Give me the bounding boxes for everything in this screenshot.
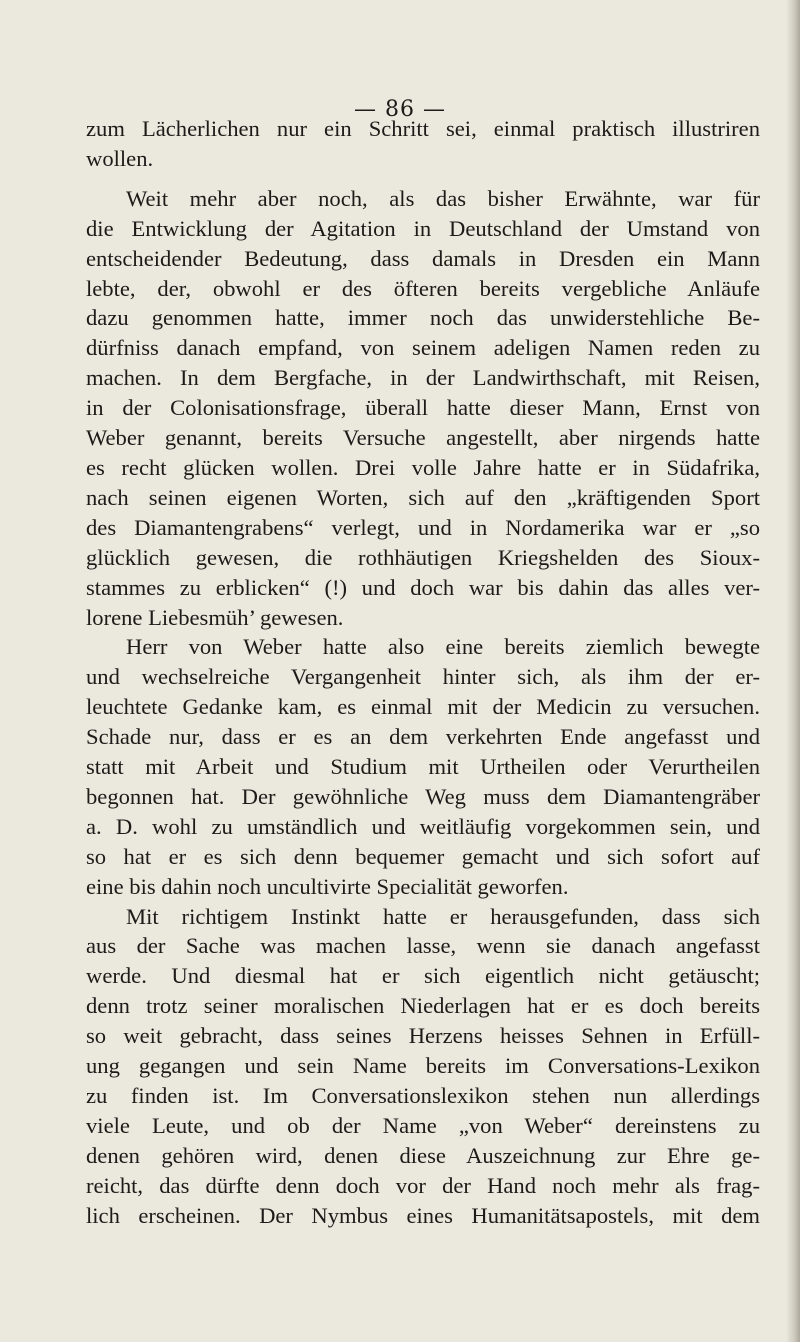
text-line: Schade nur, dass er es an dem verkehrten Ende angefasst und: [86, 724, 760, 750]
text-line: a. D. wohl zu umständlich und weitläufig vorgekommen sein, und: [86, 813, 760, 839]
text-line: die Entwicklung der Agitation in Deutschland der Umstand von: [86, 215, 760, 241]
text-line: werde. Und diesmal hat er sich eigentlich nicht getäuscht;: [86, 963, 760, 989]
text-line: lorene Liebesmüh’ gewesen.: [86, 604, 344, 630]
text-line: stammes zu erblicken“ (!) und doch war bis dahin das alles ver-: [86, 574, 760, 600]
paragraph-1: [86, 114, 760, 174]
text-line: aus der Sache was machen lasse, wenn sie danach angefasst: [86, 933, 760, 959]
text-line: es recht glücken wollen. Drei volle Jahre hatte er in Südafrika,: [86, 454, 760, 480]
text-line: denen gehören wird, denen diese Auszeichnung zur Ehre ge-: [86, 1142, 760, 1168]
text-line: leuchtete Gedanke kam, es einmal mit der Medicin zu versuchen.: [86, 694, 760, 720]
text-line: begonnen hat. Der gewöhnliche Weg muss dem Diamantengräber: [86, 783, 760, 809]
text-line: lebte, der, obwohl er des öfteren bereits vergebliche Anläufe: [86, 275, 760, 301]
text-line: reicht, das dürfte denn doch vor der Hand noch mehr als frag-: [86, 1172, 760, 1198]
text-line: zu finden ist. Im Conversationslexikon stehen nun allerdings: [86, 1083, 760, 1108]
text-line: entscheidender Bedeutung, dass damals in Dresden ein Mann: [86, 245, 760, 271]
text-line: denn trotz seiner moralischen Niederlagen hat er es doch bereits: [86, 993, 760, 1019]
text-line: ung gegangen und sein Name bereits im Conversations-Lexikon: [86, 1053, 760, 1079]
text-line: so weit gebracht, dass seines Herzens heisses Sehnen in Erfüll-: [86, 1023, 760, 1049]
text-line: Mit richtigem Instinkt hatte er herausgefunden, dass sich: [126, 903, 760, 929]
page-edge-shadow: [786, 0, 800, 1342]
text-line: dürfniss danach empfand, von seinem adeligen Namen reden zu: [86, 335, 760, 361]
text-line: und wechselreiche Vergangenheit hinter sich, als ihm der er-: [86, 664, 760, 690]
text-line: dazu genommen hatte, immer noch das unwiderstehliche Be-: [86, 305, 760, 331]
text-line: glücklich gewesen, die rothhäutigen Kriegshelden des Sioux-: [86, 544, 760, 570]
text-line: Herr von Weber hatte also eine bereits ziemlich bewegte: [126, 634, 760, 660]
text-line: statt mit Arbeit und Studium mit Urtheilen oder Verurtheilen: [86, 754, 760, 780]
paragraph-3: [86, 632, 760, 901]
text-line: Weber genannt, bereits Versuche angestellt, aber nirgends hatte: [86, 425, 760, 451]
text-line: eine bis dahin noch uncultivirte Specialität geworfen.: [86, 873, 569, 899]
text-line: wollen.: [86, 145, 154, 171]
text-line: viele Leute, und ob der Name „von Weber“ dereinstens zu: [86, 1112, 760, 1138]
page-number: — 86 —: [354, 97, 446, 122]
paragraph-4: [86, 902, 760, 1231]
text-line: Weit mehr aber noch, als das bisher Erwähnte, war für: [126, 185, 760, 211]
text-line: nach seinen eigenen Worten, sich auf den „kräftigenden Sport: [86, 484, 760, 510]
text-line: lich erscheinen. Der Nymbus eines Humanitätsapostels, mit dem: [86, 1202, 760, 1228]
text-line: so hat er es sich denn bequemer gemacht und sich sofort auf: [86, 843, 760, 869]
text-line: zum Lächerlichen nur ein Schritt sei, einmal praktisch illustriren: [86, 116, 760, 141]
text-line: des Diamantengrabens“ verlegt, und in Nordamerika war er „so: [86, 514, 760, 540]
text-line: in der Colonisationsfrage, überall hatte dieser Mann, Ernst von: [86, 395, 760, 421]
body-text: [86, 114, 760, 1231]
text-line: machen. In dem Bergfache, in der Landwirthschaft, mit Reisen,: [86, 365, 760, 391]
paragraph-2: [86, 184, 760, 633]
